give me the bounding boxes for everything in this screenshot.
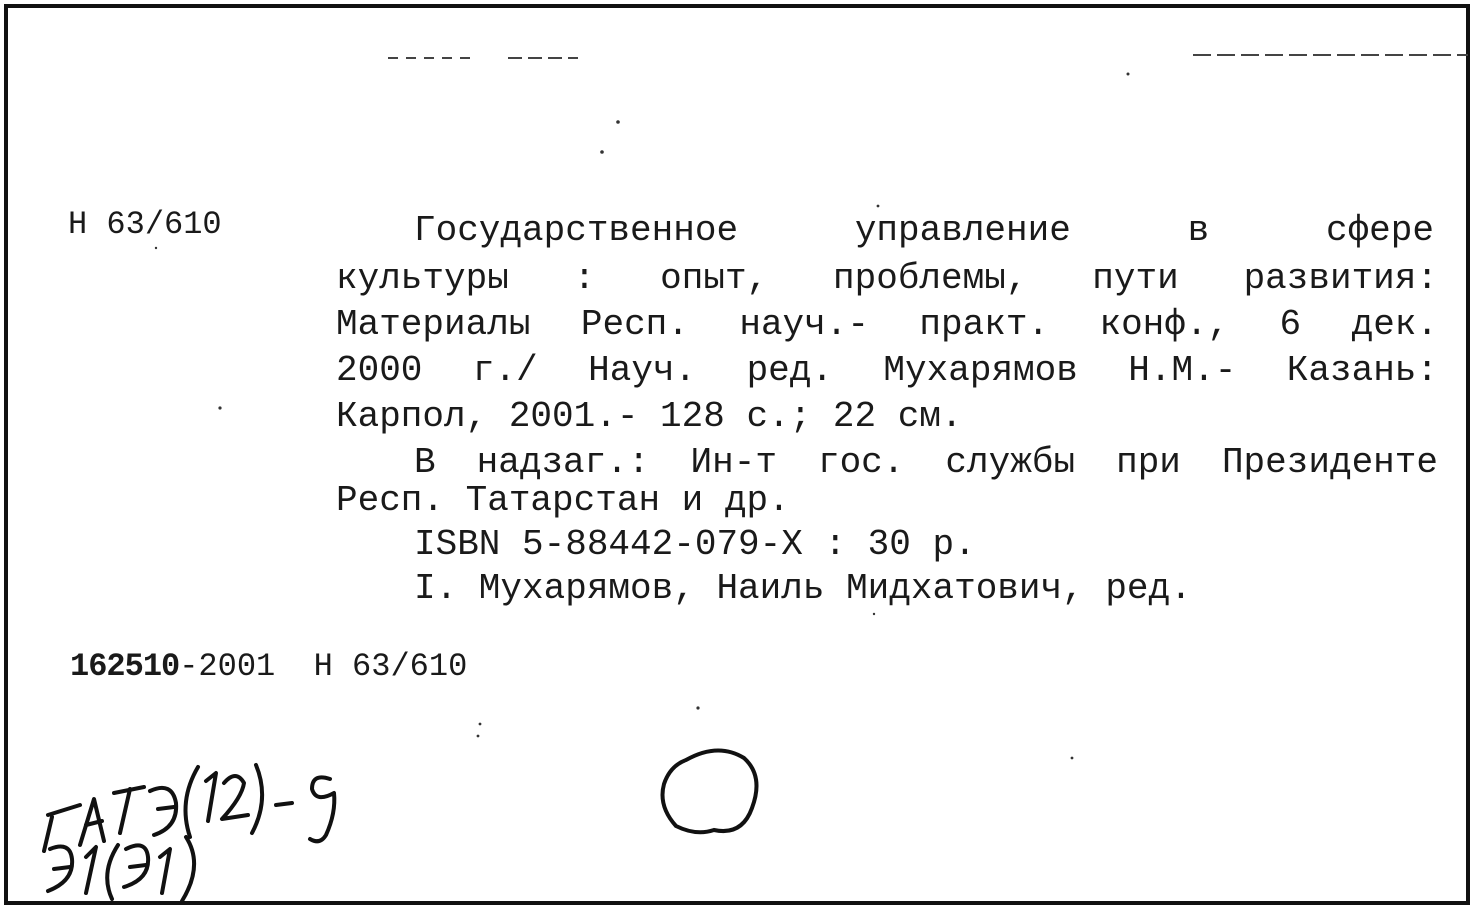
accession-line [70,646,467,688]
note-line-2: Респ. Татарстан и др. [336,480,790,521]
title-line-3: Материалы Респ. науч.- практ. конф., 6 дек. [336,304,1438,345]
note-line-1: В надзаг.: Ин-т гос. службы при Президенте [414,442,1438,483]
accession-call-number: Н 63/610 [313,648,468,685]
title-line-4: 2000 г./ Науч. ред. Мухарямов Н.М.- Казань: [336,350,1438,391]
circle-mark [656,746,766,842]
handwritten-annotation [30,753,370,903]
call-number: Н 63/610 [68,206,222,243]
title-line-5: Карпол, 2001.- 128 с.; 22 см. [336,396,963,437]
added-entry-block [336,568,1438,694]
title-line-2: культуры : опыт, проблемы, пути развития: [336,258,1438,299]
isbn-line: ISBN 5-88442-079-X : 30 р. [414,524,976,565]
catalog-card [4,4,1470,905]
title-line-1: Государственное управление в сфере [414,210,1434,251]
accession-year: -2001 [179,648,276,685]
accession-number: 162510 [70,648,180,685]
added-entry: I. Мухарямов, Наиль Мидхатович, ред. [414,568,1192,609]
